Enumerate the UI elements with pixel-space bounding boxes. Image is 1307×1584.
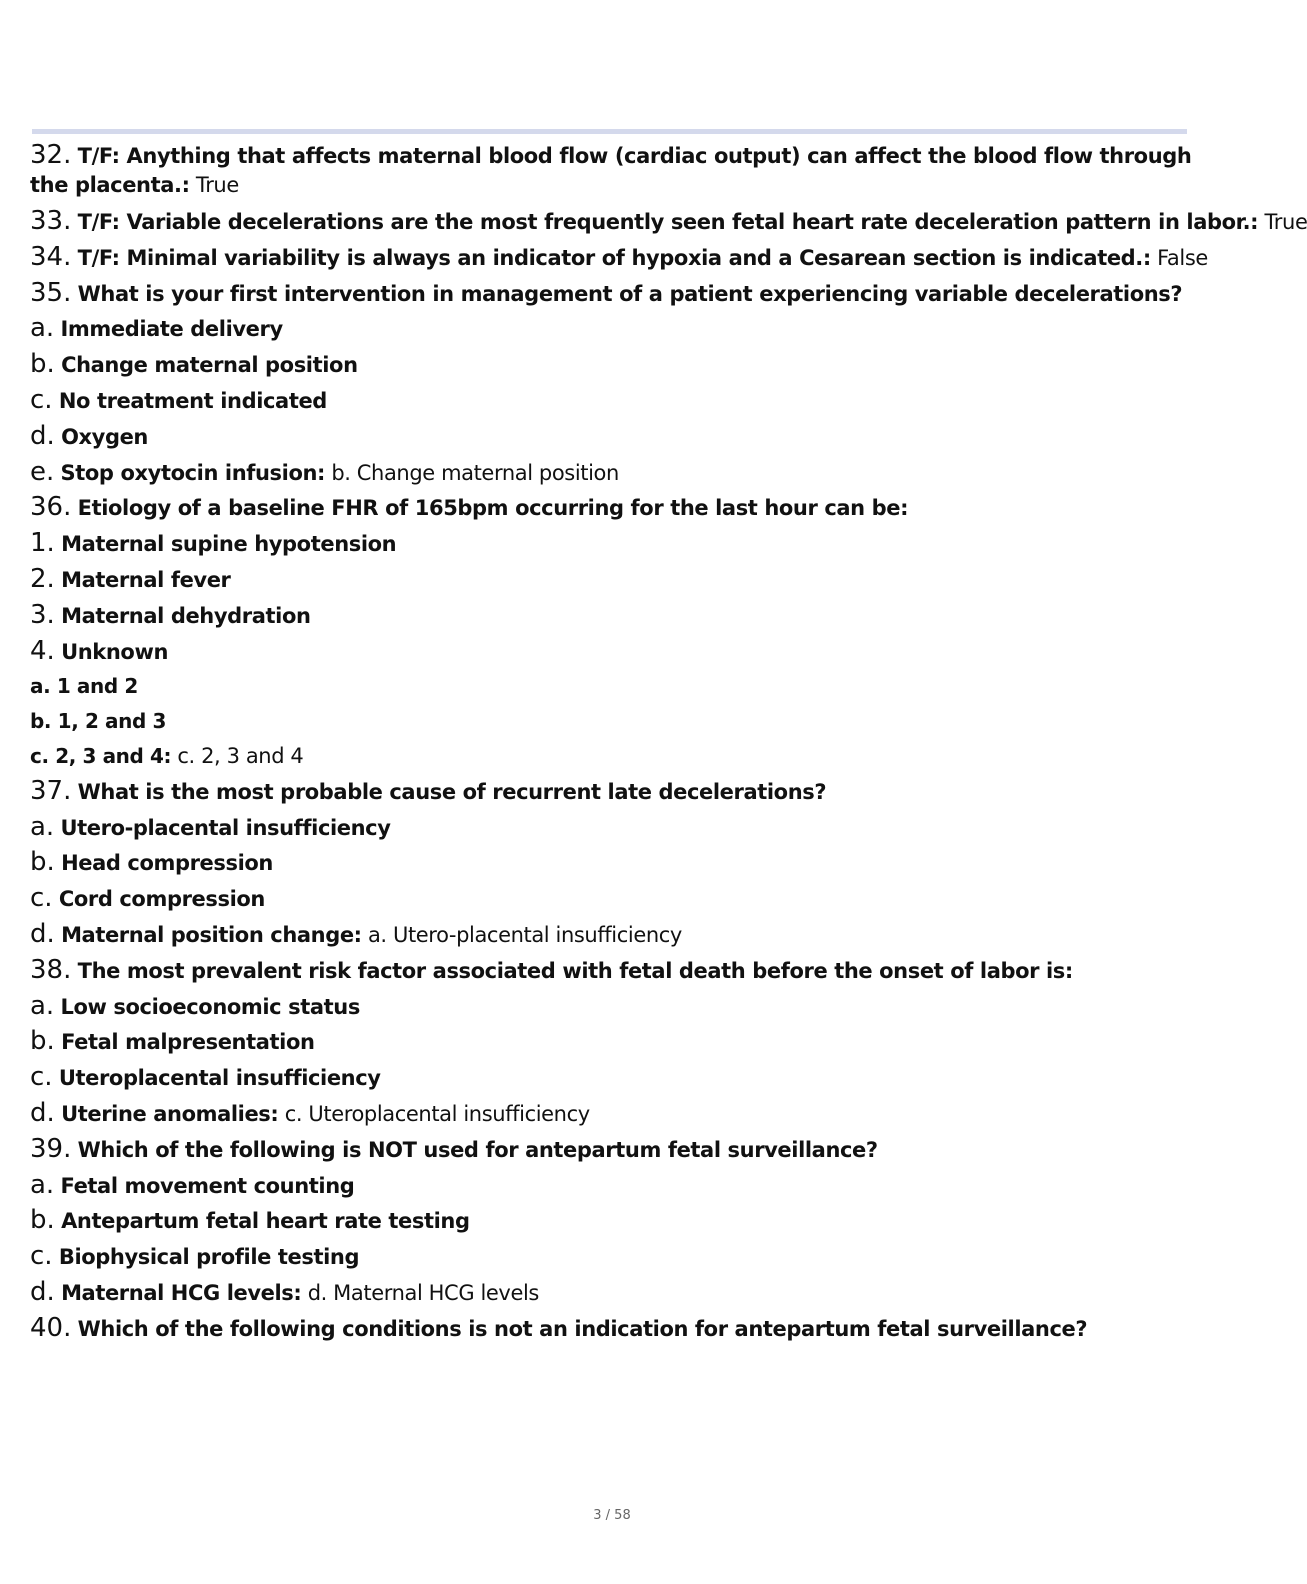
question-37: 37. What is the most probable cause of recurrent late decelerations?	[30, 775, 827, 806]
page-number: 3 / 58	[593, 1508, 631, 1523]
option-39b: b. Antepartum fetal heart rate testing	[30, 1205, 470, 1236]
option-38d: d. Uterine anomalies: c. Uteroplacental insufficiency	[30, 1097, 590, 1128]
option-36-4: 4. Unknown	[30, 635, 168, 666]
option-37b: b. Head compression	[30, 847, 273, 878]
option-35d: d. Oxygen	[30, 420, 148, 451]
document-body	[30, 140, 1307, 1347]
header-divider	[32, 129, 1187, 134]
option-36-2: 2. Maternal fever	[30, 563, 231, 594]
option-38b: b. Fetal malpresentation	[30, 1026, 315, 1057]
choice-36a: a. 1 and 2	[30, 674, 138, 699]
question-36: 36. Etiology of a baseline FHR of 165bpm occurring for the last hour can be:	[30, 492, 909, 523]
question-39: 39. Which of the following is NOT used for antepartum fetal surveillance?	[30, 1133, 878, 1164]
option-35c: c. No treatment indicated	[30, 384, 327, 415]
option-39d: d. Maternal HCG levels: d. Maternal HCG levels	[30, 1276, 539, 1307]
choice-36c: c. 2, 3 and 4: c. 2, 3 and 4	[30, 743, 304, 768]
question-33: 33. T/F: Variable decelerations are the most frequently seen fetal heart rate deceleration pattern in labor.: True	[30, 206, 1307, 236]
choice-36b: b. 1, 2 and 3	[30, 709, 166, 734]
option-36-3: 3. Maternal dehydration	[30, 599, 311, 630]
option-35a: a. Immediate delivery	[30, 313, 283, 344]
option-36-1: 1. Maternal supine hypotension	[30, 528, 397, 559]
option-37a: a. Utero-placental insufficiency	[30, 811, 391, 842]
question-32: 32. T/F: Anything that affects maternal blood flow (cardiac output) can affect the blood flow through the placenta.: True	[30, 140, 1192, 197]
question-38: 38. The most prevalent risk factor associated with fetal death before the onset of labor is:	[30, 954, 1073, 985]
option-38a: a. Low socioeconomic status	[30, 990, 360, 1021]
option-37c: c. Cord compression	[30, 883, 265, 914]
option-39a: a. Fetal movement counting	[30, 1169, 355, 1200]
option-35b: b. Change maternal position	[30, 349, 358, 380]
option-38c: c. Uteroplacental insufficiency	[30, 1062, 381, 1093]
option-37d: d. Maternal position change: a. Utero-placental insufficiency	[30, 918, 682, 949]
question-40: 40. Which of the following conditions is not an indication for antepartum fetal surveillance?	[30, 1312, 1088, 1343]
option-39c: c. Biophysical profile testing	[30, 1241, 360, 1272]
question-35: 35. What is your first intervention in management of a patient experiencing variable decelerations?	[30, 277, 1183, 308]
question-34: 34. T/F: Minimal variability is always an indicator of hypoxia and a Cesarean section is indicated.: False	[30, 241, 1208, 272]
option-35e: e. Stop oxytocin infusion: b. Change maternal position	[30, 456, 619, 487]
